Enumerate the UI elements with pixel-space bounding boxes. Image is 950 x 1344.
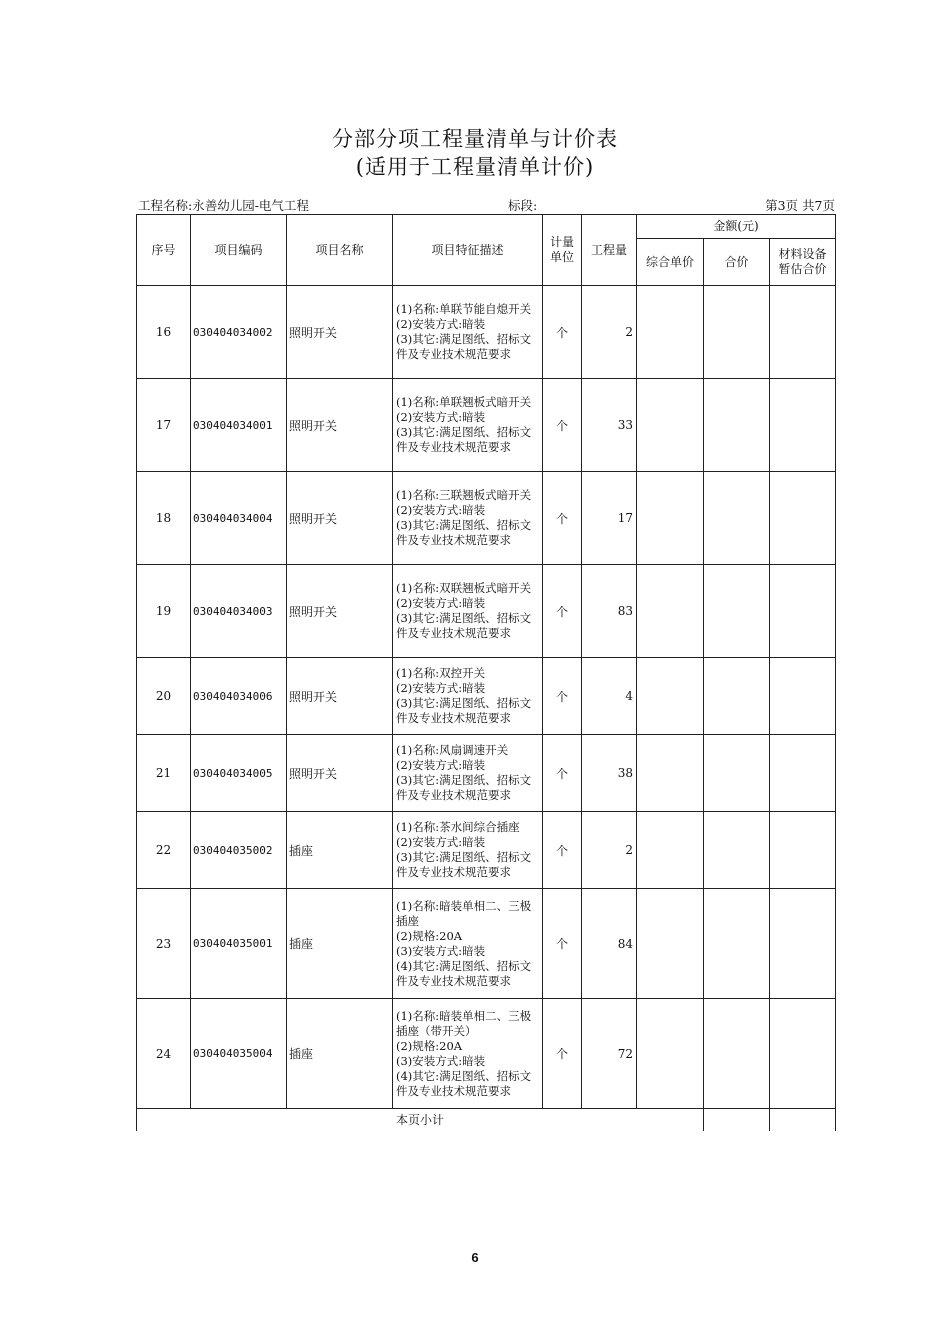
desc-line: (3)其它:满足图纸、招标文件及专业技术规范要求: [396, 696, 532, 725]
row-name: 照明开关: [287, 472, 393, 565]
row-total: [704, 379, 770, 472]
row-idx: 21: [137, 735, 191, 812]
row-idx: 16: [137, 286, 191, 379]
desc-line: (1)名称:单联节能自熄开关: [396, 302, 532, 316]
table-row: [137, 379, 836, 472]
row-total: [704, 812, 770, 889]
project-name: 工程名称:永善幼儿园-电气工程: [138, 198, 309, 213]
header-estimate: [770, 239, 836, 286]
row-unit-price: [637, 735, 704, 812]
row-desc: [393, 565, 543, 658]
row-idx: 24: [137, 999, 191, 1109]
header-name: 项目名称: [287, 215, 393, 286]
row-qty: 2: [582, 812, 637, 889]
desc-line: (3)安装方式:暗装: [396, 943, 486, 958]
header-est-line1: 材料设备: [778, 247, 827, 261]
table-row: [137, 472, 836, 565]
row-idx: 20: [137, 658, 191, 735]
row-estimate: [770, 379, 836, 472]
desc-line: (1)名称:茶水间综合插座: [396, 820, 520, 834]
desc-line: (3)其它:满足图纸、招标文件及专业技术规范要求: [396, 850, 532, 879]
row-idx: 22: [137, 812, 191, 889]
section-label: 标段:: [508, 198, 538, 213]
header-unit-line1: 计量: [549, 235, 574, 249]
desc-line: (2)安装方式:暗装: [396, 317, 486, 331]
table-meta: [138, 198, 835, 214]
row-qty: 72: [582, 999, 637, 1109]
row-unit: 个: [543, 735, 582, 812]
row-unit: 个: [543, 472, 582, 565]
header-total: 合价: [704, 239, 770, 286]
row-unit: 个: [543, 286, 582, 379]
row-unit-price: [637, 286, 704, 379]
header-desc: 项目特征描述: [393, 215, 543, 286]
row-estimate: [770, 565, 836, 658]
row-estimate: [770, 889, 836, 999]
desc-line: (2)安装方式:暗装: [396, 503, 486, 517]
desc-line: (3)其它:满足图纸、招标文件及专业技术规范要求: [396, 773, 532, 802]
row-code: 030404034003: [191, 565, 287, 658]
row-qty: 33: [582, 379, 637, 472]
row-code: 030404034006: [191, 658, 287, 735]
row-qty: 2: [582, 286, 637, 379]
row-code: 030404035001: [191, 889, 287, 999]
desc-line: (3)其它:满足图纸、招标文件及专业技术规范要求: [396, 518, 532, 547]
row-total: [704, 999, 770, 1109]
row-unit-price: [637, 658, 704, 735]
table-row: [137, 565, 836, 658]
document-subtitle: (适用于工程量清单计价): [355, 155, 595, 179]
row-estimate: [770, 735, 836, 812]
row-estimate: [770, 812, 836, 889]
desc-line: (1)名称:暗装单相二、三极插座: [396, 898, 532, 928]
desc-line: (1)名称:单联翘板式暗开关: [396, 395, 532, 409]
header-unit: [543, 215, 582, 286]
row-code: 030404034004: [191, 472, 287, 565]
row-code: 030404034005: [191, 735, 287, 812]
row-unit: 个: [543, 658, 582, 735]
row-unit-price: [637, 565, 704, 658]
row-unit-price: [637, 472, 704, 565]
subtotal-estimate: [770, 1109, 836, 1131]
row-desc: [393, 379, 543, 472]
row-idx: 18: [137, 472, 191, 565]
row-desc: [393, 999, 543, 1109]
desc-line: (2)规格:20A: [396, 928, 463, 943]
row-name: 照明开关: [287, 735, 393, 812]
desc-line: (2)安装方式:暗装: [396, 596, 486, 610]
row-unit: 个: [543, 812, 582, 889]
row-code: 030404035004: [191, 999, 287, 1109]
row-name: 插座: [287, 999, 393, 1109]
row-idx: 17: [137, 379, 191, 472]
desc-line: (2)安装方式:暗装: [396, 758, 486, 772]
row-qty: 17: [582, 472, 637, 565]
desc-line: (3)其它:满足图纸、招标文件及专业技术规范要求: [396, 332, 532, 361]
subtotal-label: 本页小计: [137, 1109, 704, 1131]
row-qty: 84: [582, 889, 637, 999]
subtotal-total: [704, 1109, 770, 1131]
row-name: 照明开关: [287, 286, 393, 379]
row-total: [704, 735, 770, 812]
desc-line: (1)名称:暗装单相二、三极插座（带开关）: [396, 1008, 532, 1038]
desc-line: (3)其它:满足图纸、招标文件及专业技术规范要求: [396, 425, 532, 454]
table-row: [137, 286, 836, 379]
row-estimate: [770, 658, 836, 735]
row-desc: [393, 658, 543, 735]
table-row: [137, 999, 836, 1109]
bill-rows: [137, 286, 836, 1109]
document-title: 分部分项工程量清单与计价表: [332, 127, 618, 151]
row-unit-price: [637, 379, 704, 472]
row-desc: [393, 735, 543, 812]
row-unit: 个: [543, 565, 582, 658]
desc-line: (2)规格:20A: [396, 1038, 463, 1053]
row-name: 插座: [287, 889, 393, 999]
header-qty: 工程量: [582, 215, 637, 286]
row-desc: [393, 472, 543, 565]
row-idx: 19: [137, 565, 191, 658]
table-row: [137, 735, 836, 812]
header-est-line2: 暂估合价: [778, 262, 827, 276]
row-desc: [393, 286, 543, 379]
row-code: 030404035002: [191, 812, 287, 889]
row-unit: 个: [543, 379, 582, 472]
row-name: 照明开关: [287, 658, 393, 735]
row-total: [704, 658, 770, 735]
row-estimate: [770, 472, 836, 565]
desc-line: (1)名称:双控开关: [396, 666, 486, 680]
header-idx: 序号: [137, 215, 191, 286]
row-unit-price: [637, 889, 704, 999]
desc-line: (4)其它:满足图纸、招标文件及专业技术规范要求: [396, 958, 532, 988]
row-estimate: [770, 286, 836, 379]
desc-line: (1)名称:风扇调速开关: [396, 743, 509, 757]
table-row: [137, 889, 836, 999]
table-row: [137, 658, 836, 735]
header-amount-group: 金额(元): [637, 215, 836, 239]
row-unit-price: [637, 812, 704, 889]
row-qty: 38: [582, 735, 637, 812]
row-total: [704, 472, 770, 565]
row-unit: 个: [543, 999, 582, 1109]
row-desc: [393, 812, 543, 889]
header-unit-line2: 单位: [549, 250, 574, 264]
row-total: [704, 889, 770, 999]
row-name: 插座: [287, 812, 393, 889]
row-qty: 83: [582, 565, 637, 658]
row-unit-price: [637, 999, 704, 1109]
desc-line: (1)名称:双联翘板式暗开关: [396, 581, 532, 595]
desc-line: (2)安装方式:暗装: [396, 681, 486, 695]
bill-table: [136, 214, 836, 1131]
row-qty: 4: [582, 658, 637, 735]
page-number: 6: [471, 1250, 479, 1265]
desc-line: (4)其它:满足图纸、招标文件及专业技术规范要求: [396, 1068, 532, 1098]
row-total: [704, 286, 770, 379]
desc-line: (3)其它:满足图纸、招标文件及专业技术规范要求: [396, 611, 532, 640]
row-name: 照明开关: [287, 379, 393, 472]
row-idx: 23: [137, 889, 191, 999]
row-code: 030404034001: [191, 379, 287, 472]
page-indicator: 第3页 共7页: [765, 198, 835, 213]
header-unit-price: 综合单价: [637, 239, 704, 286]
row-total: [704, 565, 770, 658]
row-code: 030404034002: [191, 286, 287, 379]
desc-line: (1)名称:三联翘板式暗开关: [396, 488, 532, 502]
row-name: 照明开关: [287, 565, 393, 658]
desc-line: (2)安装方式:暗装: [396, 835, 486, 849]
desc-line: (3)安装方式:暗装: [396, 1053, 486, 1068]
row-desc: [393, 889, 543, 999]
table-row: [137, 812, 836, 889]
desc-line: (2)安装方式:暗装: [396, 410, 486, 424]
header-code: 项目编码: [191, 215, 287, 286]
row-unit: 个: [543, 889, 582, 999]
row-estimate: [770, 999, 836, 1109]
